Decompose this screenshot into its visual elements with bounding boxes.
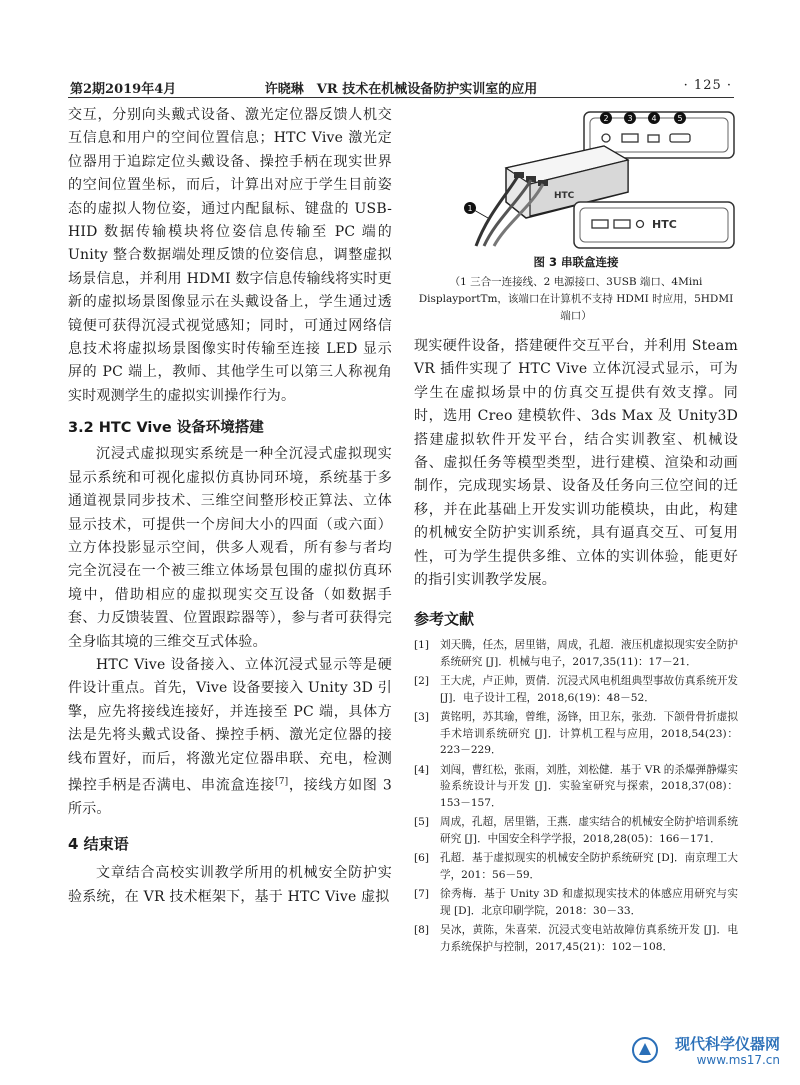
paragraph (68, 654, 392, 822)
link-box-illustration (414, 110, 738, 250)
reference-number: [2] (414, 675, 430, 688)
section-heading-3-2: 3.2 HTC Vive 设备环境搭建 (68, 420, 264, 437)
reference-number: [8] (414, 924, 430, 937)
paragraph-text: HTC Vive 设备接入、立体沉浸式显示等是硬件设计重点。首先，Vive 设备要接入 Unity 3D 引擎，应先将接线连接好，并连接至 PC 端，具体方法是先将头戴式设备、操控手柄、激光定位器的接线布置好，而后，将激光定位器串联、充电，检测操控手柄是否满电、串流盒连接 (68, 656, 392, 794)
citation: [7] (274, 776, 289, 787)
reference-text: 孔超．基于虚拟现实的机械安全防护系统研究 [D]．南京理工大学，201：56－59． (440, 852, 738, 881)
issue-date: 第2期2019年4月 (70, 82, 177, 97)
section-heading-4: 4 结束语 (68, 835, 129, 854)
port-marker-label: 2 (603, 114, 609, 123)
article-running-title: 许晓琳 VR 技术在机械设备防护实训室的应用 (264, 82, 538, 97)
references-heading: 参考文献 (414, 610, 475, 629)
front-brand-label: HTC (652, 218, 677, 231)
reference-item (414, 637, 738, 670)
reference-item (414, 762, 738, 812)
reference-item (414, 709, 738, 759)
reference-item (414, 673, 738, 706)
paragraph: 文章结合高校实训教学所用的机械安全防护实验系统，在 VR 技术框架下，基于 HTC Vive 虚拟 (68, 865, 392, 905)
paragraph-text: ，接线方如图 3 所示。 (68, 777, 392, 818)
port-marker-label: 5 (677, 114, 683, 123)
leader-line (474, 210, 488, 218)
reference-number: [3] (414, 711, 430, 724)
reference-text: 刘闯，曹红松，张雨，刘胜，刘松健．基于 VR 的杀爆弹静爆实验系统设计与开发 [J]．实验室研究与探索，2018,37(08)：153－157． (440, 763, 738, 809)
watermark-url: www.ms17.cn (696, 1053, 780, 1067)
paragraph: 交互，分别向头戴式设备、激光定位器反馈人机交互信息和用户的空间位置信息；HTC Vive 激光定位器用于追踪定位头戴设备、操控手柄在现实世界的空间位置坐标，而后，计算出对应于学生目前姿态的虚拟人物位姿，通过内配鼠标、键盘的 USB-HID 数据传输模块将位姿信息传输至 PC 端的 Unity 整合数据端处理反馈的位姿信息，调整虚拟场景信息，并利用 HDMI 数字信息传输线将实时更新的虚拟场景图像显示在头戴设备上，学生通过透镜便可获得沉浸式视觉感知；同时，可通过网络信息技术将虚拟场景图像实时传输至连接 LED 显示屏的 PC 端上，教师、其他学生可以第三人称视角实时观测学生的虚拟实训操作行为。 (68, 107, 392, 404)
reference-text: 徐秀梅．基于 Unity 3D 和虚拟现实技术的体感应用研究与实现 [D]．北京印刷学院，2018：30－33． (440, 888, 738, 917)
port-marker-label: 4 (651, 114, 657, 123)
paragraph: 现实硬件设备，搭建硬件交互平台，并利用 Steam VR 插件实现了 HTC Vive 立体沉浸式显示，可为学生在虚拟场景中的仿真交互提供有效支撑。同时，选用 Creo 建模软件、3ds Max 及 Unity3D 搭建虚拟软件开发平台，结合实训教室、机械设备、虚拟任务等模型类型，进行建模、渲染和动画制作，完成现实场景、设备及任务向三位空间的迁移，并在此基础上开发实训功能模块，由此，构建的机械安全防护实训系统，具有逼真交互、可复用性，可为学生提供多维、立体的实训体验，能更好的指引实训教学发展。 (414, 338, 738, 589)
port-marker-label: 1 (467, 204, 473, 213)
reference-item (414, 850, 738, 883)
reference-text: 刘天腾，任杰，居里锴，周成，孔超．液压机虚拟现实安全防护系统研究 [J]．机械与电子，2017,35(11)：17－21． (440, 639, 738, 668)
reference-number: [5] (414, 816, 430, 829)
reference-number: [6] (414, 852, 430, 865)
reference-item (414, 886, 738, 919)
watermark-name: 现代科学仪器网 (674, 1035, 780, 1053)
reference-number: [4] (414, 763, 430, 776)
reference-text: 周成，孔超，居里锴，王燕．虚实结合的机械安全防护培训系统研究 [J]．中国安全科学学报，2018,28(05)：166－171． (440, 816, 738, 845)
figure-3 (414, 110, 738, 250)
cable (476, 176, 518, 246)
site-watermark (630, 1031, 780, 1071)
box-brand-label: HTC (554, 191, 575, 201)
figure-subcaption: （1 三合一连接线、2 电源接口、3USB 端口、4Mini DisplayportTm，该端口在计算机不支持 HDMI 时应用，5HDMI 端口） (418, 276, 734, 322)
header-rule (68, 97, 734, 98)
reference-text: 黄铭明，苏其瑜，曾维，汤锋，田卫东，张劲．下颌骨骨折虚拟手术培训系统研究 [J]．计算机工程与应用，2018,54(23)：223－229． (440, 711, 738, 757)
reference-text: 王大虎，卢正帅，贾倩．沉浸式风电机组典型事故仿真系统开发 [J]．电子设计工程，2018,6(19)：48－52． (440, 675, 738, 704)
reference-item (414, 814, 738, 847)
watermark-logo-icon (630, 1035, 660, 1065)
left-column (68, 104, 392, 909)
right-column (414, 104, 738, 958)
reference-item (414, 922, 738, 955)
port-marker-label: 3 (627, 114, 633, 123)
page-number: · 125 · (683, 78, 732, 93)
reference-number: [7] (414, 888, 430, 901)
reference-list (414, 637, 738, 955)
running-header (70, 78, 732, 96)
reference-number: [1] (414, 639, 430, 652)
paragraph: 沉浸式虚拟现实系统是一种全沉浸式虚拟现实显示系统和可视化虚拟仿真协同环境，系统基于多通道视景同步技术、三维空间整形校正算法、立体显示技术，可提供一个房间大小的四面（或六面）立方体投影显示空间，供多人观看，所有参与者均完全沉浸在一个被三维立体场景包围的虚拟仿真环境中，借助相应的虚拟现实交互设备（如数据手套、力反馈装置、位置跟踪器等），参与者可获得完全身临其境的三维交互式体验。 (68, 446, 392, 650)
figure-caption: 图 3 串联盒连接 (533, 255, 619, 269)
reference-text: 吴冰，黄陈，朱喜荣．沉浸式变电站故障仿真系统开发 [J]．电力系统保护与控制，2017,45(21)：102－108． (440, 924, 738, 953)
